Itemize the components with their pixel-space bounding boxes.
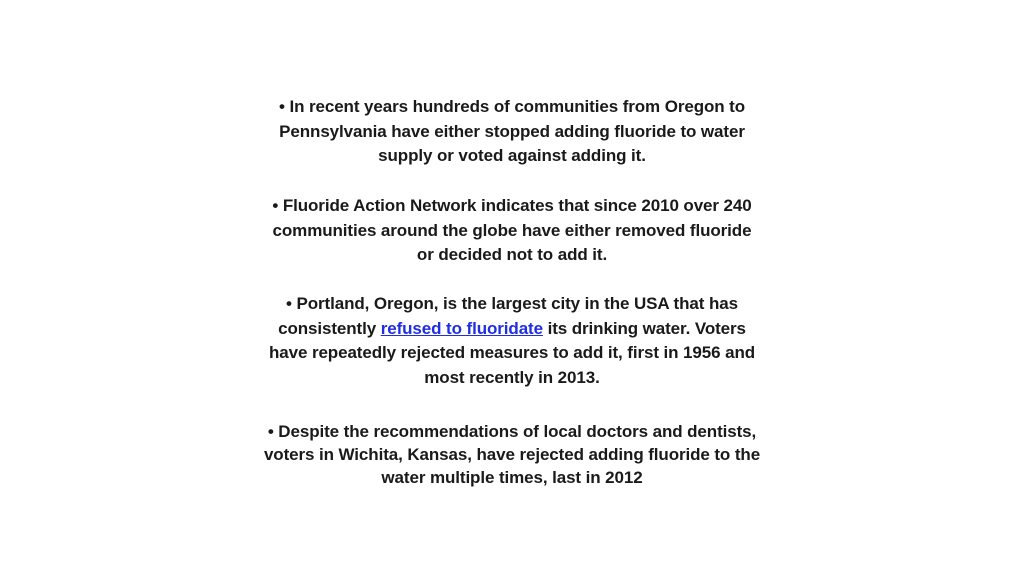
bullet-text: • Despite the recommendations of local doctors and dentists, voters in Wichita, Kansas, have rejected adding fluoride to the water multiple times, last in 2012 [263, 422, 761, 487]
bullet-text: • In recent years hundreds of communities from Oregon to Pennsylvania have either stopped adding fluoride to water supply or voted against adding it. [278, 97, 746, 166]
bullet-wichita-kansas [262, 420, 762, 489]
bullet-text-after-link: its drinking water. Voters have repeatedly rejected measures to add it, first in 1956 and most recently in 2013. [268, 318, 756, 388]
bullet-portland-oregon [262, 292, 762, 391]
refused-to-fluoridate-link[interactable]: refused to fluoridate [380, 318, 543, 338]
bullet-text: • Fluoride Action Network indicates that since 2010 over 240 communities around the globe have either removed fluoride or decided not to add it. [272, 196, 752, 265]
bullet-fluoride-action-network [262, 194, 762, 268]
bullet-text-before-link: • Portland, Oregon, is the largest city in the USA that has consistently [278, 294, 738, 338]
bullet-communities-stopped-fluoride [262, 95, 762, 169]
